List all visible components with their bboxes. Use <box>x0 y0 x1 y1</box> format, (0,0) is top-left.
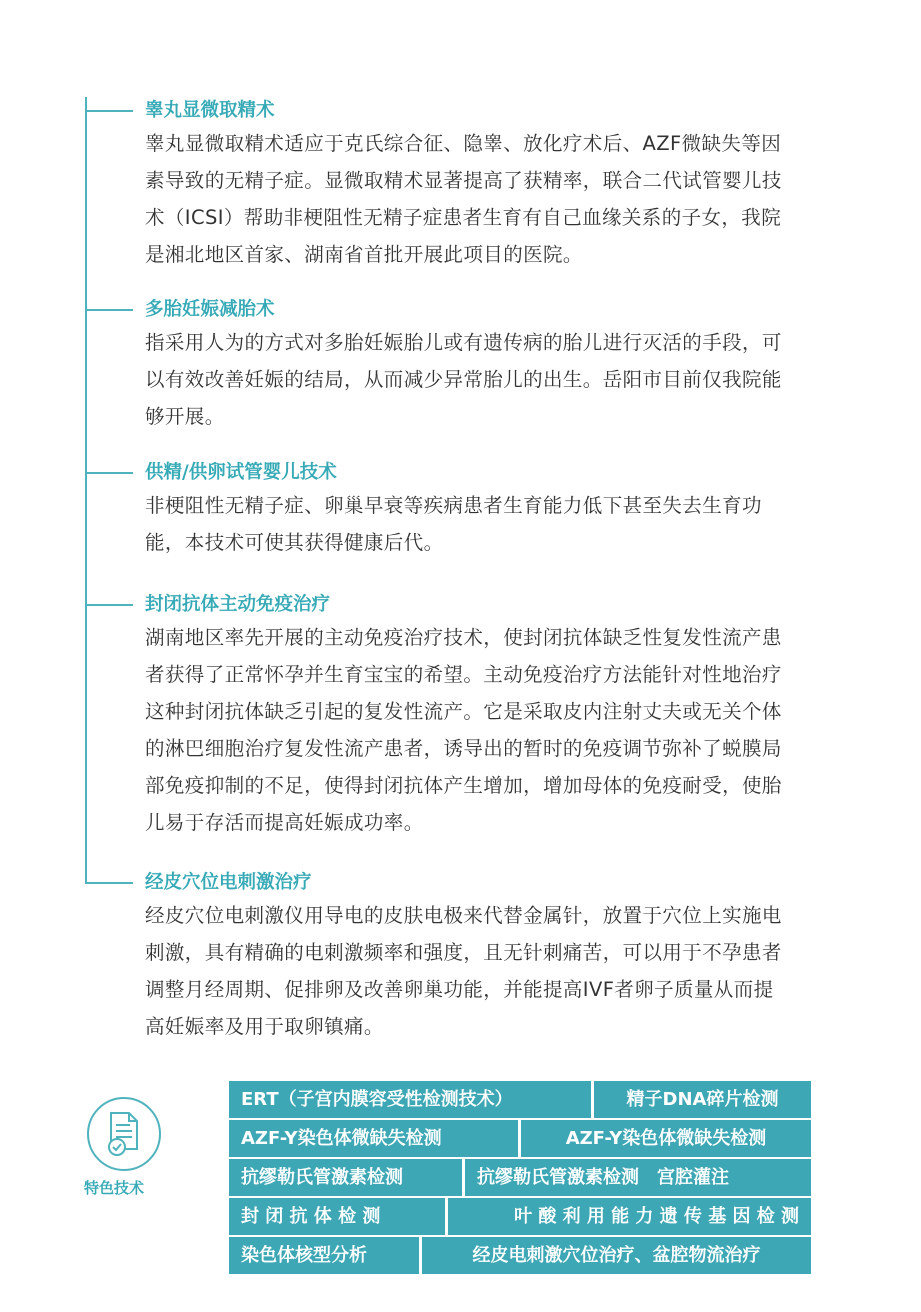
section-text-line: 调整月经周期、促排卵及改善卵巢功能，并能提高IVF者卵子质量从而提 <box>145 978 774 1001</box>
section-4 <box>145 591 875 841</box>
table-cell: 抗缪勒氏管激素检测 <box>229 1159 462 1196</box>
section-text-line: 够开展。 <box>145 405 225 428</box>
section-text-line: 这种封闭抗体缺乏引起的复发性流产。它是采取皮内注射丈夫或无关个体 <box>145 700 782 723</box>
section-title: 供精/供卵试管婴儿技术 <box>145 462 337 483</box>
table-row <box>229 1081 811 1118</box>
section-text-line: 经皮穴位电刺激仪用导电的皮肤电极来代替金属针，放置于穴位上实施电 <box>145 904 782 927</box>
section-text-line: 儿易于存活而提高妊娠成功率。 <box>145 811 424 834</box>
timeline-tick <box>85 882 133 884</box>
table-row <box>229 1159 811 1196</box>
table-cell: 精子DNA碎片检测 <box>594 1081 811 1118</box>
section-text-line: 高妊娠率及用于取卵镇痛。 <box>145 1015 384 1038</box>
section-text-line: 部免疫抑制的不足，使得封闭抗体产生增加，增加母体的免疫耐受，使胎 <box>145 774 782 797</box>
section-text-line: 以有效改善妊娠的结局，从而减少异常胎儿的出生。岳阳市目前仅我院能 <box>145 368 782 391</box>
table-row <box>229 1120 811 1157</box>
section-text-line: 术（ICSI）帮助非梗阻性无精子症患者生育有自己血缘关系的子女，我院 <box>145 206 782 229</box>
section-text-line: 者获得了正常怀孕并生育宝宝的希望。主动免疫治疗方法能针对性地治疗 <box>145 663 782 686</box>
timeline-tick <box>85 110 133 112</box>
table-row <box>229 1237 811 1274</box>
table-cell: 封 闭 抗 体 检 测 <box>229 1198 445 1235</box>
section-text-line: 素导致的无精子症。显微取精术显著提高了获精率，联合二代试管婴儿技 <box>145 169 782 192</box>
timeline-tick <box>85 472 133 474</box>
section-3 <box>145 459 875 561</box>
section-text-line: 非梗阻性无精子症、卵巢早衰等疾病患者生育能力低下甚至失去生育功 <box>145 494 762 517</box>
table-cell: 叶 酸 利 用 能 力 遗 传 基 因 检 测 <box>448 1198 811 1235</box>
table-cell: AZF-Y染色体微缺失检测 <box>521 1120 811 1157</box>
section-2 <box>145 296 875 435</box>
timeline-line <box>85 97 87 884</box>
section-text-line: 是湘北地区首家、湖南省首批开展此项目的医院。 <box>145 243 583 266</box>
table-cell: AZF-Y染色体微缺失检测 <box>229 1120 518 1157</box>
table-cell: 染色体核型分析 <box>229 1237 419 1274</box>
feature-label: 特色技术 <box>84 1179 145 1197</box>
feature-tech-table <box>229 1081 811 1276</box>
section-title: 睾丸显微取精术 <box>145 100 275 121</box>
timeline-tick <box>85 604 133 606</box>
section-text-line: 湖南地区率先开展的主动免疫治疗技术，使封闭抗体缺乏性复发性流产患 <box>145 626 782 649</box>
table-row <box>229 1198 811 1235</box>
section-title: 经皮穴位电刺激治疗 <box>145 872 312 893</box>
table-cell: ERT（子宫内膜容受性检测技术） <box>229 1081 591 1118</box>
section-text-line: 刺激，具有精确的电刺激频率和强度，且无针刺痛苦，可以用于不孕患者 <box>145 941 782 964</box>
section-1 <box>145 97 875 273</box>
timeline-tick <box>85 309 133 311</box>
table-cell: 经皮电刺激穴位治疗、盆腔物流治疗 <box>422 1237 811 1274</box>
section-text-line: 睾丸显微取精术适应于克氏综合征、隐睾、放化疗术后、AZF微缺失等因 <box>145 132 782 155</box>
section-text-line: 的淋巴细胞治疗复发性流产患者，诱导出的暂时的免疫调节弥补了蜕膜局 <box>145 737 782 760</box>
section-5 <box>145 869 875 1045</box>
section-text-line: 能，本技术可使其获得健康后代。 <box>145 531 444 554</box>
section-title: 多胎妊娠减胎术 <box>145 299 275 320</box>
section-text-line: 指采用人为的方式对多胎妊娠胎儿或有遗传病的胎儿进行灭活的手段，可 <box>145 331 782 354</box>
table-cell: 抗缪勒氏管激素检测 宫腔灌注 <box>465 1159 811 1196</box>
document-check-icon <box>87 1097 161 1171</box>
section-title: 封闭抗体主动免疫治疗 <box>145 594 331 615</box>
